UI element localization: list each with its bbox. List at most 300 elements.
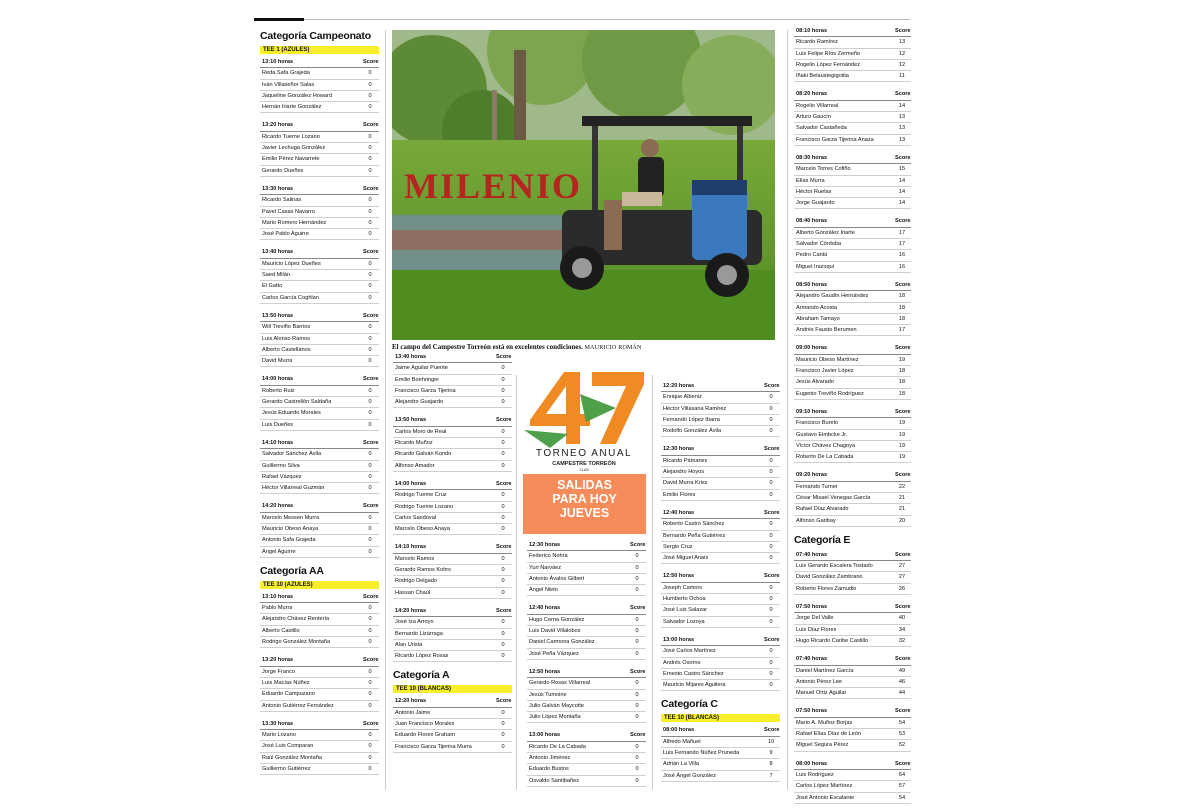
golf-photo [392,30,775,340]
player-row [393,427,512,438]
player-row [661,771,780,782]
player-name: Jorge Guajardo [796,200,835,207]
player-row [527,585,646,596]
player-name: Hugo Cerna González [529,616,585,623]
score-header: Score [895,551,911,558]
player-score: 0 [501,630,505,637]
player-score: 27 [898,574,906,581]
player-name: Alberto Castillo [262,627,300,634]
player-score: 0 [368,335,372,342]
tee-time: 14:00 horas [395,480,427,487]
player-score: 13 [898,39,906,46]
player-score: 19 [898,454,906,461]
player-score: 0 [501,387,505,394]
player-score: 0 [769,428,773,435]
tee-time: 09:20 horas [796,472,828,479]
tee-time: 12:40 horas [663,509,695,516]
player-score: 0 [635,777,639,784]
player-name: Rogelio López Fernández [796,61,861,68]
tee-time-header [527,603,646,614]
player-score: 0 [769,394,773,401]
player-score: 0 [769,491,773,498]
player-row [794,325,911,336]
player-row [393,386,512,397]
player-row [527,712,646,723]
player-name: Raúl González Montaña [262,754,323,761]
player-row [260,667,379,678]
golf-cart-image [392,30,775,340]
player-score: 7 [769,772,773,779]
player-row [661,759,780,770]
player-name: Ernesto Castro Sánchez [663,670,724,677]
score-header: Score [895,218,911,225]
tee-label: TEE 10 (BLANCAS) [393,685,512,693]
tee-time-header [794,470,911,481]
player-row [661,531,780,542]
player-name: Iñaki Belaustegigoitia [796,73,849,80]
tee-time-header [260,120,379,131]
player-row [527,637,646,648]
player-score: 0 [368,387,372,394]
player-name: Roberto Flores Zamudio [796,585,857,592]
player-score: 16 [898,263,906,270]
score-header: Score [496,417,512,424]
player-score: 0 [368,548,372,555]
tee-time-group [260,311,379,367]
player-score: 52 [898,742,906,749]
tee-time: 13:00 horas [529,732,561,739]
tee-time: 13:10 horas [262,593,294,600]
player-name: Jorge Franco [262,668,295,675]
player-name: Gerardo Dueñes [262,167,304,174]
player-score: 0 [501,440,505,447]
score-header: Score [363,122,379,129]
player-score: 17 [898,241,906,248]
player-name: Mario Romero Hernández [262,219,327,226]
player-score: 17 [898,229,906,236]
number-47-icon [520,364,648,472]
player-name: Luis Fernando Núñez Pruneda [663,750,740,757]
player-name: Alan Urista [395,641,423,648]
player-name: Juan Francisco Morales [395,721,455,728]
player-row [393,719,512,730]
player-score: 0 [635,691,639,698]
player-name: David Murra Kriss [663,480,708,487]
tee-time-group [661,571,780,627]
category-title: Categoría A [393,669,450,682]
player-name: Francisco Garza Tijerina Murra [395,743,472,750]
player-row [260,524,379,535]
player-name: José Ángel González [663,772,716,779]
player-score: 0 [368,272,372,279]
player-name: Federico Nohra [529,553,568,560]
tee-time-header [393,696,512,707]
player-row [527,551,646,562]
player-name: Luis Díaz Flores [796,626,837,633]
score-header: Score [496,698,512,705]
player-row [260,701,379,712]
tee-time-group [794,706,911,751]
player-score: 11 [899,73,905,80]
player-row [794,441,911,452]
player-row [260,386,379,397]
player-row [260,420,379,431]
player-score: 0 [368,679,372,686]
player-row [527,563,646,574]
tee-time: 09:00 horas [796,345,828,352]
player-row [661,415,780,426]
tee-time-group [393,415,512,471]
score-header: Score [363,185,379,192]
player-row [794,49,911,60]
player-name: Carlos Sandoval [395,514,437,521]
player-score: 0 [501,462,505,469]
player-name: Fernando López Ibarra [663,416,720,423]
tee-time-group [260,57,379,113]
player-score: 0 [635,755,639,762]
player-score: 0 [501,428,505,435]
tee-time-header [794,26,911,37]
player-score: 0 [769,584,773,591]
player-row [393,461,512,472]
player-name: Will Treviño Barrios [262,324,311,331]
player-row [794,793,911,804]
player-name: Luis Rodríguez [796,771,834,778]
score-header: Score [630,732,646,739]
tee-time: 08:00 horas [796,760,828,767]
player-score: 49 [898,667,906,674]
player-name: Héctor Ruelas [796,188,832,195]
player-score: 0 [635,639,639,646]
tee-time-group [661,508,780,564]
player-name: Antonio Ávalos Gilbert [529,575,585,582]
player-name: Alberto Castellanos [262,346,311,353]
player-name: Marcelo Torres Cofiño [796,166,851,173]
player-name: José Antonio Escalante [796,794,855,801]
player-score: 0 [635,766,639,773]
tee-time: 13:50 horas [395,417,427,424]
score-header: Score [764,727,780,734]
player-row [260,637,379,648]
player-row [794,770,911,781]
player-row [661,583,780,594]
player-row [661,490,780,501]
player-name: Rodrigo González Montaña [262,639,331,646]
player-score: 0 [368,514,372,521]
player-name: Gerardo Rosas Villarreal [529,680,591,687]
player-score: 8 [769,761,773,768]
player-name: César Misael Venegas García [796,494,871,501]
column-divider [516,375,517,790]
player-name: Mauricio López Dueñes [262,260,321,267]
player-row [794,228,911,239]
tee-time-group [794,153,911,209]
player-score: 17 [898,327,906,334]
player-score: 0 [368,743,372,750]
player-row [794,60,911,71]
player-row [661,404,780,415]
player-name: Antonio Gutiérrez Fernández [262,702,334,709]
tee-time-group [393,696,512,752]
player-name: Carlos Moro de Real [395,428,447,435]
score-header: Score [895,28,911,34]
player-row [393,449,512,460]
player-name: Ricardo Muñoz [395,440,433,447]
player-score: 27 [898,563,906,570]
player-score: 0 [368,81,372,88]
player-row [794,176,911,187]
tee-time-group [260,655,379,711]
player-row [794,625,911,636]
player-row [527,678,646,689]
player-score: 0 [368,627,372,634]
player-score: 0 [368,754,372,761]
player-row [260,68,379,79]
player-row [661,646,780,657]
player-row [260,154,379,165]
score-header: Score [764,383,780,389]
player-row [661,669,780,680]
player-row [794,504,911,515]
player-score: 20 [898,517,906,524]
player-score: 0 [368,294,372,301]
player-row [661,617,780,628]
player-score: 0 [368,104,372,111]
player-score: 0 [368,208,372,215]
player-row [393,397,512,408]
player-name: José Iza Arroyo [395,619,434,626]
player-name: Carlos García Coghlan [262,294,319,301]
player-row [661,542,780,553]
caption-text: El campo del Campestre Torreón está en excelentes condiciones. [392,343,583,351]
player-row [260,483,379,494]
player-row [794,636,911,647]
player-row [393,490,512,501]
player-score: 0 [368,691,372,698]
player-name: Gustavo Eimbcke Jr. [796,431,848,438]
player-name: Roberto De La Cabada [796,454,854,461]
player-row [794,718,911,729]
player-row [260,547,379,558]
tee-label: TEE 1 (AZULES) [260,46,379,54]
player-score: 18 [898,368,906,375]
player-row [661,478,780,489]
player-name: Francisco Burelo [796,420,838,427]
player-row [260,143,379,154]
player-row [260,603,379,614]
player-name: Rafael Díaz Alvarado [796,506,849,513]
tee-time-header [260,592,379,603]
tee-time-header [260,57,379,68]
player-row [794,291,911,302]
player-row [260,741,379,752]
player-name: Pablo Murra [262,605,293,612]
player-row [527,690,646,701]
logo-club: CAMPESTRE TORREÓN [552,461,616,467]
player-row [393,588,512,599]
player-row [794,112,911,123]
player-row [527,626,646,637]
player-score: 0 [368,410,372,417]
player-score: 57 [898,783,906,790]
player-name: Luis Alonso Ramos [262,335,310,342]
player-name: Alfredo Mañuel [663,738,701,745]
tee-time-group [661,725,780,781]
player-row [527,701,646,712]
player-row [393,524,512,535]
player-name: Julio Galván Maycotte [529,702,585,709]
column-3 [527,540,646,794]
player-name: Emilio Pérez Navarrete [262,156,320,163]
player-row [260,218,379,229]
player-name: Luis Felipe Ríos Zermeño [796,50,861,57]
player-score: 21 [898,506,906,513]
player-name: Pedro Cantú [796,252,828,259]
player-row [794,135,911,146]
player-row [794,71,911,82]
player-row [260,513,379,524]
player-row [794,389,911,400]
top-accent-bar [254,18,304,21]
tee-time: 12:40 horas [529,605,561,612]
player-row [794,482,911,493]
player-score: 0 [501,365,505,372]
player-score: 0 [368,473,372,480]
player-score: 64 [898,771,906,778]
player-row [260,322,379,333]
top-rule [254,19,910,20]
player-name: Gerardo Ramos Kohrs [395,567,451,574]
player-row [794,493,911,504]
player-score: 0 [368,525,372,532]
player-score: 0 [368,462,372,469]
player-name: Alejandro Chávez Rentería [262,616,330,623]
player-score: 13 [898,125,906,132]
score-header: Score [630,605,646,612]
tee-time: 14:20 horas [262,503,294,510]
player-row [260,229,379,240]
player-name: José Luis Salazar [663,607,708,614]
score-header: Score [764,573,780,580]
tee-time: 13:30 horas [262,185,294,192]
player-row [527,742,646,753]
player-name: Luis Macías Núñez [262,679,310,686]
player-score: 0 [368,260,372,267]
player-row [794,164,911,175]
player-score: 0 [769,648,773,655]
player-row [794,781,911,792]
player-score: 0 [368,732,372,739]
score-header: Score [363,249,379,256]
player-score: 18 [898,304,906,311]
score-header: Score [363,59,379,65]
player-score: 0 [635,628,639,635]
player-name: Reda Safa Grajeda [262,70,310,77]
tee-time-header [260,438,379,449]
player-name: Rogelio Villarreal [796,102,839,109]
player-score: 14 [898,177,906,184]
player-name: Antonio Safa Grajeda [262,537,316,544]
photo-caption [392,343,775,351]
score-header: Score [363,657,379,664]
tee-time-group [527,730,646,786]
tee-time-header [260,184,379,195]
player-row [260,259,379,270]
player-name: Alberto González Iriarte [796,229,855,236]
player-row [393,363,512,374]
tee-time-header [661,571,780,582]
player-name: Víctor Chávez Chagoya [796,442,856,449]
player-name: Arturo Gaucín [796,114,831,121]
tee-time-header [527,730,646,741]
player-row [794,198,911,209]
player-name: Ricardo López Rosas [395,653,449,660]
player-score: 19 [898,356,906,363]
score-header: Score [895,760,911,767]
player-score: 0 [368,639,372,646]
player-name: Guillermo Silva [262,462,300,469]
player-row [794,561,911,572]
tee-time-group [260,184,379,240]
tee-time-header [527,540,646,551]
tee-time-header [393,352,512,363]
score-header: Score [764,446,780,453]
player-row [393,554,512,565]
score-header: Score [363,376,379,383]
player-name: Ricardo Ramírez [796,39,838,46]
player-score: 0 [769,596,773,603]
player-name: Marcelo Messen Murra [262,514,320,521]
player-score: 0 [769,659,773,666]
tee-time-header [794,759,911,770]
player-name: Marcelo Obeso Anaya [395,526,451,533]
player-name: Pavel Casas Navarro [262,208,315,215]
player-name: Daniel Martínez García [796,667,854,674]
promo-box [523,474,646,534]
player-name: Francisco Garza Tijerina Anaza [796,136,874,143]
player-name: Jesús Tumoine [529,691,567,698]
player-score: 46 [898,678,906,685]
tee-time-header [661,444,780,455]
player-score: 18 [898,390,906,397]
player-name: José Miguel Anaís [663,555,709,562]
score-header: Score [630,668,646,675]
player-name: Francisco Javier López [796,368,854,375]
player-name: Emilio Flores [663,491,696,498]
player-row [794,572,911,583]
score-header: Score [496,354,512,360]
player-score: 0 [368,283,372,290]
player-row [260,408,379,419]
tee-time-group [794,26,911,82]
player-name: Miguel Segura Pérez [796,742,849,749]
tee-time: 08:20 horas [796,91,828,98]
player-name: Roberto Castro Sánchez [663,521,725,528]
player-row [794,740,911,751]
tee-time-header [393,415,512,426]
player-name: Alejandro Guajardo [395,399,444,406]
player-name: David Murra [262,358,293,365]
category-title: Categoría Campeonato [260,30,371,42]
player-name: Alejandro Gaudín Hernández [796,293,869,300]
score-header: Score [363,503,379,510]
player-name: Ricardo Salinas [262,197,302,204]
player-name: Eugenio Treviño Rodríguez [796,390,864,397]
tee-time: 12:30 horas [529,542,561,548]
player-row [260,689,379,700]
tee-time-group [794,470,911,526]
player-name: Héctor Villarreal Guzmán [262,485,325,492]
